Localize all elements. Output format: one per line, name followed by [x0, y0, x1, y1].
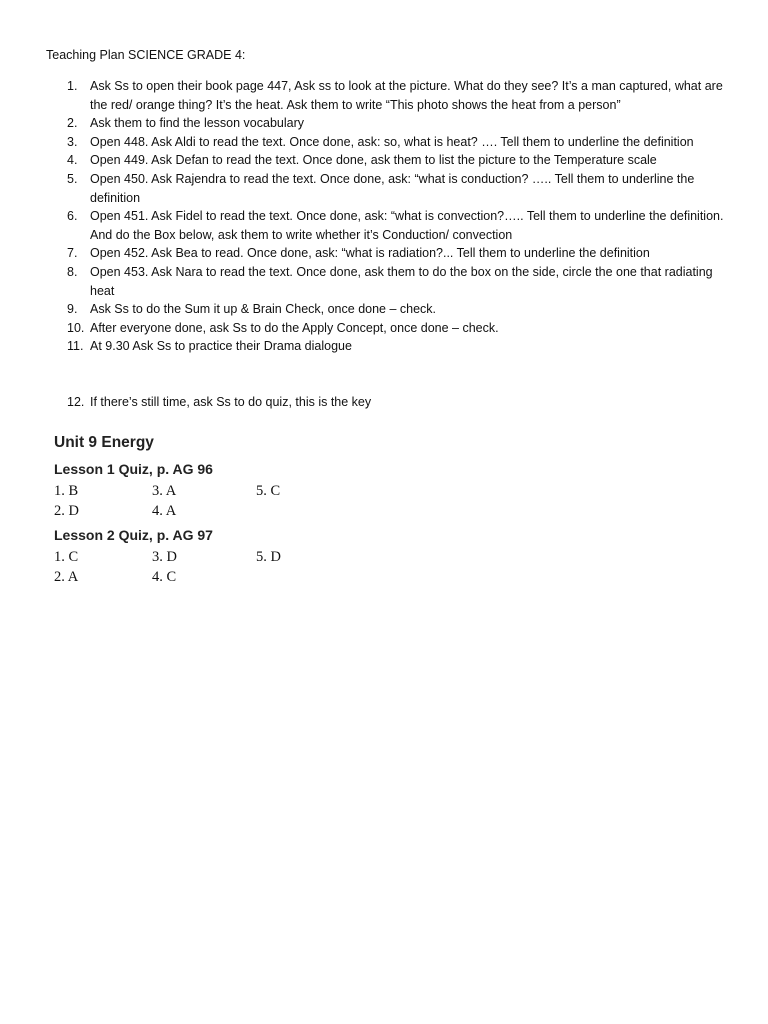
answer-item: 2. D [54, 503, 79, 519]
answer-item: 1. B [54, 483, 79, 499]
answer-item [256, 567, 316, 587]
step-text: Open 452. Ask Bea to read. Once done, ask: “what is radiation?... Tell them to underline the definition [90, 246, 650, 261]
step-text: Ask Ss to do the Sum it up & Brain Check, once done – check. [90, 302, 437, 317]
lesson-2-answers [54, 547, 316, 587]
lesson-2-quiz-title: Lesson 2 Quiz, p. AG 97 [54, 527, 213, 543]
answer-item: 3. A [152, 483, 177, 499]
step-number: 1. [67, 79, 78, 93]
list-item [0, 337, 768, 356]
step-text: Ask them to find the lesson vocabulary [90, 116, 305, 131]
step-number: 6. [67, 209, 78, 224]
list-item [0, 133, 768, 152]
answer-item: 4. C [152, 569, 177, 585]
teaching-steps-list [0, 77, 768, 412]
step-text: Open 451. Ask Fidel to read the text. Once done, ask: “what is convection?….. Tell them to underline the definition. And do the Box below, ask them to write whether it’s Conduction/ convection [90, 209, 724, 242]
list-item [0, 300, 768, 319]
step-number: 2. [67, 116, 78, 131]
lesson-1-answers [54, 481, 316, 521]
list-item [0, 393, 768, 412]
step-number: 8. [67, 264, 78, 279]
step-number: 4. [67, 153, 78, 168]
answer-item: 2. A [54, 569, 79, 585]
list-item [0, 114, 768, 133]
step-text: Open 448. Ask Aldi to read the text. Once done, ask: so, what is heat? …. Tell them to underline the definition [90, 134, 694, 149]
step-number: 12. [67, 394, 85, 409]
step-text: Open 449. Ask Defan to read the text. Once done, ask them to list the picture to the Temperature scale [90, 153, 657, 168]
step-number: 5. [67, 171, 78, 186]
list-item [0, 170, 768, 207]
step-number: 9. [67, 302, 78, 317]
page-title: Teaching Plan SCIENCE GRADE 4: [46, 48, 246, 62]
answer-key [54, 434, 316, 593]
lesson-1-quiz-title: Lesson 1 Quiz, p. AG 96 [54, 461, 213, 477]
step-text: If there’s still time, ask Ss to do quiz, this is the key [90, 394, 372, 409]
list-item [0, 77, 768, 114]
step-text: After everyone done, ask Ss to do the Apply Concept, once done – check. [90, 320, 499, 335]
answer-item: 4. A [152, 503, 177, 519]
answer-item: 3. D [152, 549, 177, 565]
unit-title: Unit 9 Energy [54, 434, 154, 451]
answer-item: 5. D [256, 549, 281, 565]
answer-item: 1. C [54, 549, 79, 565]
list-item [0, 207, 768, 244]
step-text: Ask Ss to open their book page 447, Ask ss to look at the picture. What do they see? It’s a man captured, what are the red/ orange thing? It’s the heat. Ask them to write “This photo shows the heat from a person” [90, 79, 723, 112]
step-number: 7. [67, 246, 78, 261]
step-text: Open 450. Ask Rajendra to read the text. Once done, ask: “what is conduction? ….. Tell them to underline the definition [90, 171, 695, 205]
list-item [0, 151, 768, 170]
list-item [0, 319, 768, 338]
step-text: Open 453. Ask Nara to read the text. Once done, ask them to do the box on the side, circle the one that radiating heat [90, 264, 713, 298]
list-item [0, 263, 768, 300]
step-number: 11. [67, 339, 84, 354]
step-number: 10. [67, 320, 85, 335]
answer-item: 5. C [256, 483, 281, 499]
answer-item [256, 501, 316, 521]
list-item [0, 244, 768, 263]
step-number: 3. [67, 134, 78, 149]
step-text: At 9.30 Ask Ss to practice their Drama dialogue [90, 339, 352, 354]
